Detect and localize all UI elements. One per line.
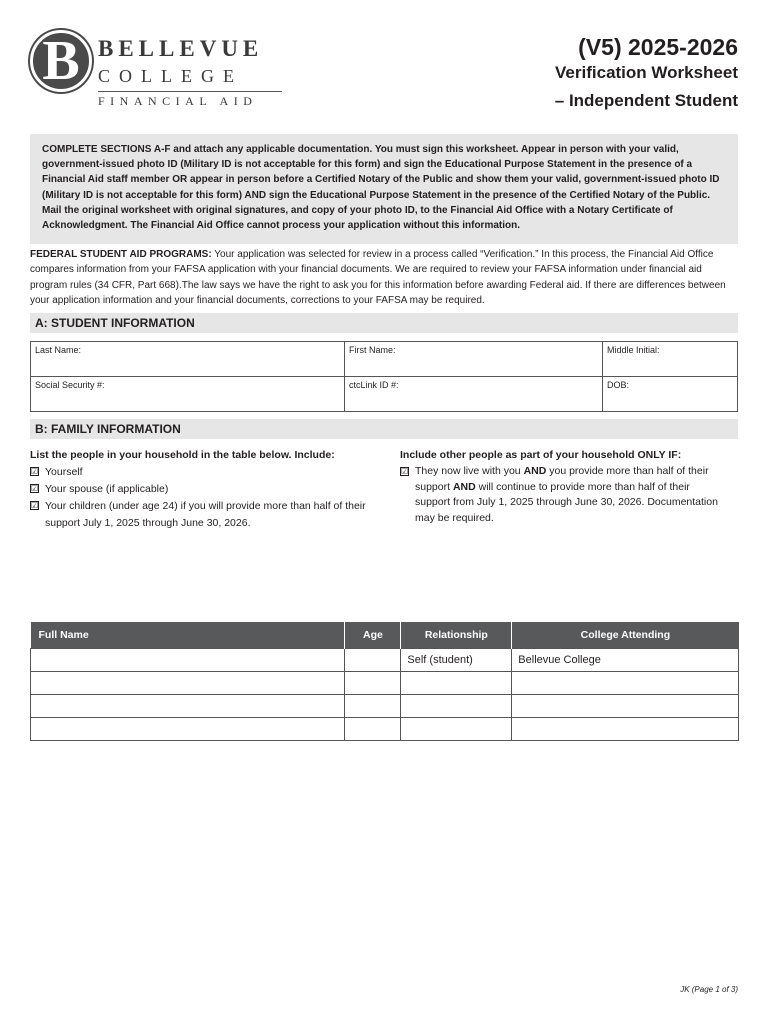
section-b-header: B: FAMILY INFORMATION [30, 419, 738, 439]
age-cell[interactable] [345, 671, 401, 694]
federal-programs-paragraph [30, 247, 740, 308]
list-item-text: Your spouse (if applicable) [45, 483, 169, 495]
full-name-cell[interactable] [31, 671, 345, 694]
age-cell[interactable] [345, 694, 401, 717]
list-item-text: Yourself [45, 466, 83, 478]
federal-text: Your application was selected for review in a process called “Verification.” In this process, the Financial Aid Office compares information from your FAFSA application with your financial documents. We are required to review your FAFSA information under financial aid program rules (34 CFR, Part 668).The law says we have the right to ask you for this information before awarding Federal aid. If there are differences between your application information and your financial documents, corrections to your FAFSA may be required. [30, 249, 726, 306]
last-name-field[interactable] [31, 342, 345, 377]
first-name-field[interactable] [345, 342, 603, 377]
list-item-text: They now live with you [415, 465, 524, 477]
federal-label: FEDERAL STUDENT AID PROGRAMS: [30, 249, 212, 260]
full-name-cell[interactable] [31, 648, 345, 671]
logo-college: COLLEGE [98, 66, 243, 86]
checkbox-icon: ☑ [401, 467, 409, 476]
other-heading: Include other people as part of your household ONLY IF: [400, 449, 682, 461]
dob-field[interactable] [603, 377, 737, 411]
logo-name: BELLEVUE [98, 36, 264, 61]
checkbox-icon: ☑ [31, 467, 39, 476]
first-name-label: First Name: [349, 345, 396, 355]
full-name-cell[interactable] [31, 717, 345, 740]
column-header-relationship: Relationship [401, 622, 512, 648]
middle-initial-label: Middle Initial: [607, 345, 660, 355]
table-header-row [31, 622, 739, 648]
list-item-text: Your children (under age 24) if you will provide more than half of their support July 1, 2025 through June 30, 2026. [45, 500, 366, 529]
table-row [31, 648, 739, 671]
household-other-list [400, 447, 720, 526]
age-cell[interactable] [345, 648, 401, 671]
household-include-list [30, 447, 380, 532]
middle-initial-field[interactable] [603, 342, 737, 377]
logo-divider [98, 91, 282, 92]
last-name-label: Last Name: [35, 345, 82, 355]
household-table [30, 622, 739, 741]
logo-department: FINANCIAL AID [98, 94, 258, 108]
column-header-college: College Attending [512, 622, 739, 648]
column-header-age: Age [345, 622, 401, 648]
checkbox-icon: ☑ [31, 501, 39, 510]
list-item [30, 464, 380, 481]
title-year: (V5) 2025-2026 [578, 34, 738, 60]
relationship-cell[interactable] [401, 671, 512, 694]
list-item [400, 464, 720, 526]
emphasis-and: AND [523, 465, 547, 477]
column-header-full-name: Full Name [31, 622, 345, 648]
emphasis-and: AND [452, 480, 476, 493]
student-info-grid [30, 341, 738, 412]
full-name-cell[interactable] [31, 694, 345, 717]
list-item-text: you provide more than half of their support [415, 465, 709, 493]
college-cell[interactable] [512, 671, 739, 694]
relationship-cell[interactable] [401, 694, 512, 717]
list-item [30, 481, 380, 498]
college-cell[interactable] [512, 694, 739, 717]
ctclink-field[interactable] [345, 377, 603, 411]
include-heading: List the people in your household in the table below. Include: [30, 449, 335, 461]
table-row [31, 694, 739, 717]
page-footer: JK (Page 1 of 3) [680, 985, 738, 994]
ssn-field[interactable] [31, 377, 345, 411]
title-student-type: – Independent Student [554, 91, 738, 110]
title-worksheet: Verification Worksheet [555, 63, 738, 82]
table-row [31, 717, 739, 740]
list-item [30, 498, 380, 532]
age-cell[interactable] [345, 717, 401, 740]
table-row [31, 671, 739, 694]
list-item-text: will continue to provide more than half of their support from July 1, 2025 through June 30, 2026. Documentation may be required. [415, 480, 718, 524]
college-cell[interactable]: Bellevue College [512, 648, 739, 671]
checkbox-icon: ☑ [31, 484, 39, 493]
section-a-header: A: STUDENT INFORMATION [30, 313, 738, 333]
logo-letter: B [42, 30, 80, 92]
instructions-box: COMPLETE SECTIONS A-F and attach any applicable documentation. You must sign this worksheet. Appear in person with your valid, government-issued photo ID (Military ID is not acceptable for this form) and sign the Educational Purpose Statement in the presence of a Financial Aid staff member OR appear in person before a Certified Notary of the Public and show them your valid, government-issued photo ID (Military ID is not acceptable for this form) AND sign the Educational Purpose Statement in the presence of the Certified Notary of the Public. Mail the original worksheet with original signatures, and copy of your photo ID, to the Financial Aid Office with a Notary Certificate of Acknowledgment. The Financial Aid Office cannot process your application without this information. [30, 134, 738, 244]
college-cell[interactable] [512, 717, 739, 740]
dob-label: DOB: [607, 380, 630, 390]
college-logo [30, 30, 290, 112]
document-title [555, 34, 738, 111]
relationship-cell[interactable]: Self (student) [401, 648, 512, 671]
ctclink-label: ctcLink ID #: [349, 380, 399, 390]
ssn-label: Social Security #: [35, 380, 105, 390]
relationship-cell[interactable] [401, 717, 512, 740]
